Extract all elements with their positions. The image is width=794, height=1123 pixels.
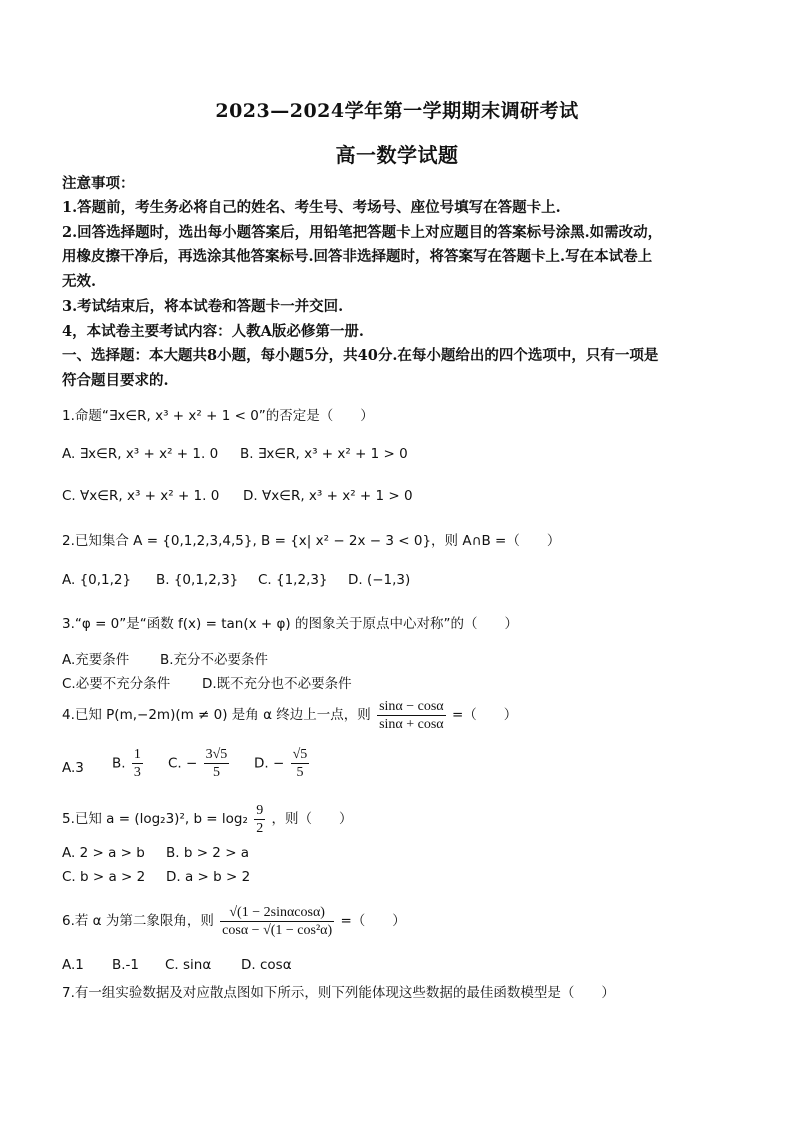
option-b-label: B. (112, 755, 126, 772)
option-c-label: C. − (168, 755, 198, 772)
option-c-fraction (204, 746, 230, 781)
question-6-fraction-denominator: cosα − √(1 − cos²α) (222, 922, 333, 938)
question-5-stem-end: ，则（ ） (271, 811, 353, 827)
notice-item-3: 3.考试结束后，将本试卷和答题卡一并交回. (62, 298, 344, 315)
question-4-stem (62, 696, 738, 734)
question-5-option-a: A. 2 > a > b (62, 845, 145, 861)
question-5-stem-text: 5.已知 a = (log₂3)², b = log₂ (62, 811, 248, 827)
question-5-option-d: D. a > b > 2 (166, 869, 251, 885)
notice-heading: 注意事项： (62, 175, 135, 192)
option-b-denominator: 3 (133, 765, 141, 780)
question-6-fraction (220, 904, 334, 939)
question-4-stem-text: 4.已知 P(m,−2m)(m ≠ 0) 是角 α 终边上一点，则 (62, 707, 371, 723)
question-4-fraction-denominator: sinα + cosα (379, 716, 444, 732)
question-4-fraction (377, 698, 446, 733)
question-4-stem-end: =（ ） (451, 707, 518, 723)
question-1-option-d: D. ∀x∈R, x³ + x² + 1 > 0 (243, 488, 413, 504)
question-1-option-c: C. ∀x∈R, x³ + x² + 1. 0 (62, 488, 220, 504)
notice-item-2-line-1: 2.回答选择题时，选出每小题答案后，用铅笔把答题卡上对应题目的答案标号涂黑.如需改动， (62, 224, 663, 241)
question-3-option-a: A.充要条件 (62, 652, 130, 668)
question-6-option-c: C. sinα (165, 957, 212, 973)
question-2-option-b: B. {0,1,2,3} (156, 572, 239, 588)
question-4-option-d (254, 746, 311, 781)
option-d-numerator: √5 (292, 747, 308, 762)
section-heading-line-2: 符合题目要求的. (62, 372, 169, 389)
question-2-option-c: C. {1,2,3} (258, 572, 328, 588)
question-4-option-a: A.3 (62, 760, 84, 776)
option-c-denominator: 5 (212, 765, 220, 780)
question-5-option-c: C. b > a > 2 (62, 869, 146, 885)
question-3-option-d: D.既不充分也不必要条件 (202, 676, 352, 692)
question-5-option-b: B. b > 2 > a (166, 845, 250, 861)
option-d-denominator: 5 (296, 765, 304, 780)
option-c-numerator: 3√5 (205, 747, 228, 762)
notice-item-2-line-2: 用橡皮擦干净后，再选涂其他答案标号.回答非选择题时，将答案写在答题卡上.写在本试卷上 (62, 248, 653, 265)
exam-subtitle: 高一数学试题 (335, 143, 459, 167)
option-b-fraction (132, 746, 143, 781)
option-d-label: D. − (254, 755, 285, 772)
question-2-stem: 2.已知集合 A = {0,1,2,3,4,5}, B = {x| x² − 2x − 3 < 0}，则 A∩B =（ ） (62, 533, 561, 549)
section-heading-line-1: 一、选择题：本大题共8小题，每小题5分，共40分.在每小题给出的四个选项中，只有一项是 (62, 347, 659, 364)
notice-item-4: 4，本试卷主要考试内容：人教A版必修第一册. (62, 323, 364, 340)
question-5-fraction (254, 802, 265, 837)
question-3-option-c: C.必要不充分条件 (62, 676, 171, 692)
question-2-option-a: A. {0,1,2} (62, 572, 132, 588)
question-3-option-b: B.充分不必要条件 (160, 652, 269, 668)
option-b-numerator: 1 (133, 747, 141, 762)
question-1-option-a: A. ∃x∈R, x³ + x² + 1. 0 (62, 446, 219, 462)
question-6-stem-end: =（ ） (340, 913, 406, 929)
question-7-stem: 7.有一组实验数据及对应散点图如下所示，则下列能体现这些数据的最佳函数模型是（ ） (62, 985, 615, 1001)
notice-item-1: 1.答题前，考生务必将自己的姓名、考生号、考场号、座位号填写在答题卡上. (62, 199, 561, 216)
question-5-stem (62, 800, 738, 838)
question-6-option-a: A.1 (62, 957, 84, 973)
question-4-option-c (168, 746, 231, 781)
question-6-option-b: B.-1 (112, 957, 140, 973)
question-2-option-d: D. (−1,3) (348, 572, 411, 588)
question-5-fraction-denominator: 2 (256, 820, 264, 836)
question-6-fraction-numerator: √(1 − 2sinαcosα) (220, 904, 334, 922)
question-1-option-b: B. ∃x∈R, x³ + x² + 1 > 0 (240, 446, 408, 462)
question-3-stem: 3.“φ = 0”是“函数 f(x) = tan(x + φ) 的图象关于原点中心对称”的（ ） (62, 616, 518, 632)
question-6-option-d: D. cosα (241, 957, 292, 973)
option-d-fraction (291, 746, 310, 781)
notice-item-2-line-3: 无效. (62, 273, 97, 290)
question-5-fraction-numerator: 9 (256, 802, 264, 818)
question-4-fraction-numerator: sinα − cosα (379, 698, 444, 714)
question-6-stem (62, 901, 738, 941)
question-1-stem: 1.命题“∃x∈R, x³ + x² + 1 < 0”的否定是（ ） (62, 408, 374, 424)
exam-title: 2023—2024学年第一学期期末调研考试 (215, 100, 579, 122)
question-6-stem-text: 6.若 α 为第二象限角，则 (62, 913, 214, 929)
question-4-option-b (112, 746, 145, 781)
